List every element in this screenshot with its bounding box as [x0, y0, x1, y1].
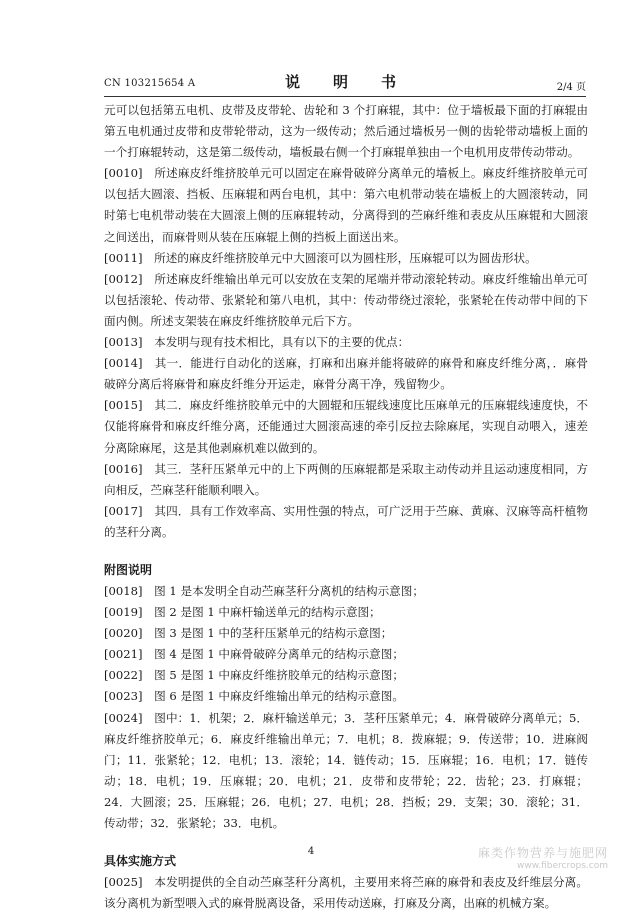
- document-body: [104, 100, 588, 914]
- watermark-site-name: 麻类作物营养与施肥网: [477, 846, 608, 860]
- page-number: 4: [307, 846, 315, 857]
- paragraph-0012: [0012] 所述麻皮纤维输出单元可以安放在支架的尾端并带动滚轮转动。麻皮纤维输出单元可以包括滚轮、传动带、张紧轮和第八电机，其中：传动带绕过滚轮，张紧轮在传动带中间的下面内侧。所述支架装在麻皮纤维挤胶单元后下方。: [104, 271, 588, 328]
- patent-number: CN 103215654 A: [104, 78, 196, 89]
- paragraph-0011: [0011] 所述的麻皮纤维挤胶单元中大圆滚可以为圆柱形，压麻辊可以为圆齿形状。: [104, 250, 537, 265]
- watermark-site-url: www.fibercrops.com: [517, 861, 608, 871]
- page-of-total: 2/4 页: [556, 82, 586, 93]
- page-header: [104, 70, 586, 92]
- figure-caption-0023: [0023] 图 6 是图 1 中麻皮纤维输出单元的结构示意图。: [104, 689, 404, 704]
- site-watermark: [478, 844, 608, 871]
- embodiment-section-title: 具体实施方式: [104, 854, 177, 869]
- figure-caption-0021: [0021] 图 4 是图 1 中麻骨破碎分离单元的结构示意图；: [104, 647, 404, 662]
- paragraph-0013: [0013] 本发明与现有技术相比，具有以下的主要的优点：: [104, 335, 410, 350]
- paragraph-0017: [0017] 其四．具有工作效率高、实用性强的特点，可广泛用于苎麻、黄麻、汉麻等高杆植物的茎秆分离。: [104, 503, 588, 539]
- figure-legend-0024: [0024] 图中：1．机架；2．麻杆输送单元；3．茎秆压紧单元；4．麻骨破碎分离单元；5．麻皮纤维挤胶单元；6．麻皮纤维输出单元；7．电机；8．拨麻辊；9．传送带；10．进麻阀门；11．张紧轮；12．电机；13．滚轮；14．链传动；15．压麻辊；16．电机；17．链传动；18．电机；19．压麻辊；20．电机；21．皮带和皮带轮；22．齿轮；23．打麻辊；24．大圆滚；25．压麻辊；26．电机；27．电机；28．挡板；29．支架；30．滚轮；31．传动带；32．张紧轮；33．电机。: [104, 710, 588, 830]
- paragraph-0016: [0016] 其三．茎秆压紧单元中的上下两侧的压麻辊都是采取主动传动并且运动速度相同，方向相反，苎麻茎秆能顺利喂入。: [104, 461, 588, 497]
- figure-caption-0018: [0018] 图 1 是本发明全自动苎麻茎秆分离机的结构示意图；: [104, 583, 424, 598]
- figure-caption-0020: [0020] 图 3 是图 1 中的茎秆压紧单元的结构示意图；: [104, 626, 393, 641]
- paragraph-0025: [0025] 本发明提供的全自动苎麻茎秆分离机，主要用来将苎麻的麻骨和表皮及纤维层分离。该分离机为新型喂入式的麻骨脱离设备，采用传动送麻，打麻及分离，出麻的机械方案。: [104, 875, 588, 911]
- figures-section-title: 附图说明: [104, 562, 153, 577]
- figure-caption-0022: [0022] 图 5 是图 1 中麻皮纤维挤胶单元的结构示意图；: [104, 668, 404, 683]
- paragraph-continuation: 元可以包括第五电机、皮带及皮带轮、齿轮和 3 个打麻辊，其中：位于墙板最下面的打麻辊由第五电机通过皮带和皮带轮带动，这为一级传动；然后通过墙板另一侧的齿轮带动墙板上面的一个打麻辊转动，这是第二级传动，墙板最右侧一个打麻辊单独由一个电机用皮带传动带动。: [104, 103, 588, 160]
- figure-caption-0019: [0019] 图 2 是图 1 中麻杆输送单元的结构示意图；: [104, 605, 381, 620]
- header-divider: [104, 96, 586, 97]
- paragraph-0015: [0015] 其二．麻皮纤维挤胶单元中的大圆辊和压辊线速度比压麻单元的压麻辊线速度快，不仅能将麻骨和麻皮纤维分离，还能通过大圆滚高速的牵引反拉去除麻尾，实现自动喂入，速差分离除麻尾，这是其他剥麻机难以做到的。: [104, 398, 588, 455]
- paragraph-0010: [0010] 所述麻皮纤维挤胶单元可以固定在麻骨破碎分离单元的墙板上。麻皮纤维挤胶单元可以包括大圆滚、挡板、压麻辊和两台电机，其中：第六电机带动装在墙板上的大圆滚转动，同时第七电机带动装在大圆滚上侧的压麻辊转动，分离得到的苎麻纤维和表皮从压麻辊和大圆滚之间送出，而麻骨则从装在压麻辊上侧的挡板上面送出来。: [104, 166, 588, 244]
- paragraph-0014: [0014] 其一．能进行自动化的送麻，打麻和出麻并能将破碎的麻骨和麻皮纤维分离，．麻骨破碎分离后将麻骨和麻皮纤维分开运走，麻骨分离干净，残留物少。: [104, 356, 588, 392]
- document-title: 说 明 书: [284, 73, 405, 91]
